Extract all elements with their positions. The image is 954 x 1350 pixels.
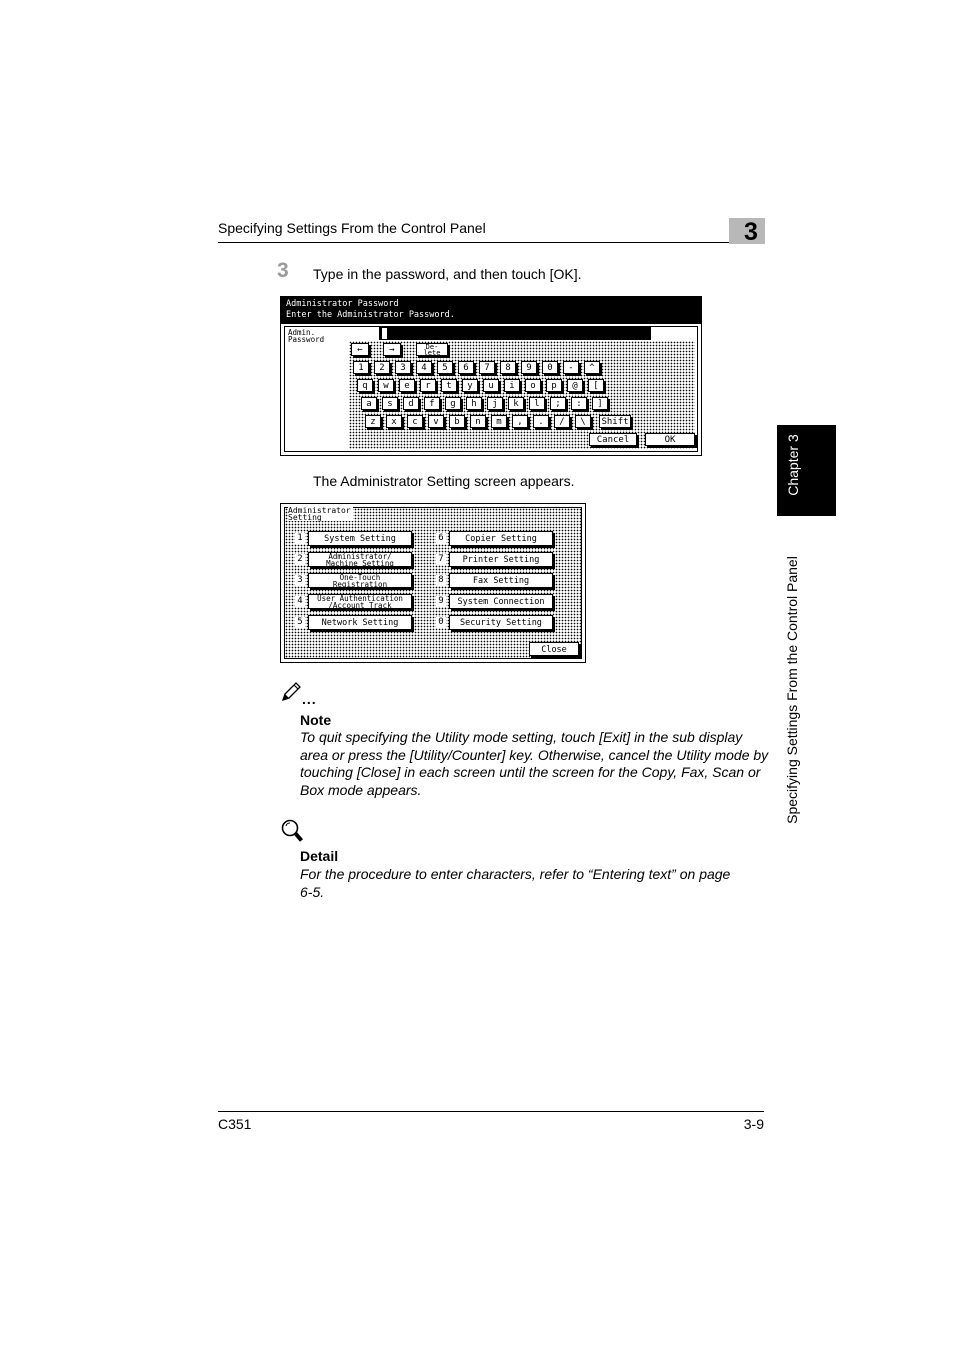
key-row1-4[interactable]: 5 xyxy=(437,361,453,374)
close-button[interactable]: Close xyxy=(529,642,579,656)
key-row2-8[interactable]: o xyxy=(525,379,541,392)
step-instruction: Type in the password, and then touch [OK]. xyxy=(313,266,582,282)
menu-button-right-0[interactable]: Copier Setting xyxy=(449,531,553,546)
pencil-icon xyxy=(280,681,302,703)
menu-number: 6 xyxy=(436,533,446,544)
menu-number: 7 xyxy=(436,554,446,565)
ok-button[interactable]: OK xyxy=(645,433,695,446)
key-row1-5[interactable]: 6 xyxy=(458,361,474,374)
footer-model: C351 xyxy=(218,1116,252,1132)
admin-setting-title: Administrator Setting xyxy=(288,506,351,522)
key-row3-4[interactable]: g xyxy=(445,397,461,410)
step-number: 3 xyxy=(277,259,289,282)
key-row3-1[interactable]: s xyxy=(382,397,398,410)
side-tab-chapter-label: Chapter 3 xyxy=(785,434,801,496)
key-row2-1[interactable]: w xyxy=(378,379,394,392)
key-row3-10[interactable]: : xyxy=(571,397,587,410)
menu-button-right-1[interactable]: Printer Setting xyxy=(449,552,553,567)
key-row2-10[interactable]: @ xyxy=(567,379,583,392)
key-row4-5[interactable]: n xyxy=(470,415,486,428)
detail-heading: Detail xyxy=(300,848,339,864)
arrow-left-key[interactable]: ← xyxy=(351,343,369,356)
delete-key[interactable]: De- lete xyxy=(416,343,448,356)
key-row2-11[interactable]: [ xyxy=(588,379,604,392)
key-row1-8[interactable]: 9 xyxy=(521,361,537,374)
menu-number: 1 xyxy=(295,533,305,544)
key-row2-6[interactable]: u xyxy=(483,379,499,392)
menu-button-right-3[interactable]: System Connection xyxy=(449,594,553,609)
key-row2-0[interactable]: q xyxy=(357,379,373,392)
side-tab-section-title: Specifying Settings From the Control Panel xyxy=(784,556,800,824)
menu-button-left-0[interactable]: System Setting xyxy=(308,531,412,546)
result-text: The Administrator Setting screen appears. xyxy=(313,473,575,489)
key-row2-5[interactable]: y xyxy=(462,379,478,392)
key-row4-8[interactable]: . xyxy=(533,415,549,428)
menu-number: 2 xyxy=(295,554,305,565)
note-heading: Note xyxy=(300,712,332,728)
key-row3-6[interactable]: j xyxy=(487,397,503,410)
key-row3-3[interactable]: f xyxy=(424,397,440,410)
menu-number: 8 xyxy=(436,575,446,586)
magnifier-icon xyxy=(280,818,304,844)
admin-setting-screen xyxy=(280,503,586,663)
key-row4-7[interactable]: , xyxy=(512,415,528,428)
key-row2-9[interactable]: p xyxy=(546,379,562,392)
running-header-title: Specifying Settings From the Control Panel xyxy=(218,220,486,236)
key-row3-8[interactable]: l xyxy=(529,397,545,410)
detail-text: For the procedure to enter characters, refer to “Entering text” on page 6-5. xyxy=(300,866,731,900)
password-screen-body xyxy=(284,326,698,452)
note-ellipsis: ... xyxy=(302,691,317,707)
key-row3-11[interactable]: ] xyxy=(592,397,608,410)
menu-number: 5 xyxy=(295,617,305,628)
screen-instruction: Enter the Administrator Password. xyxy=(286,310,455,320)
menu-number: 0 xyxy=(436,617,446,628)
screen-title: Administrator Password xyxy=(286,299,399,309)
password-input[interactable] xyxy=(379,327,651,340)
key-row1-0[interactable]: 1 xyxy=(353,361,369,374)
screen-title-bar xyxy=(281,297,701,324)
key-row1-9[interactable]: 0 xyxy=(542,361,558,374)
menu-button-left-3[interactable]: User Authentication /Account Track xyxy=(308,594,412,609)
key-row1-6[interactable]: 7 xyxy=(479,361,495,374)
menu-button-right-2[interactable]: Fax Setting xyxy=(449,573,553,588)
key-row4-9[interactable]: / xyxy=(554,415,570,428)
key-row4-2[interactable]: c xyxy=(407,415,423,428)
key-row4-6[interactable]: m xyxy=(491,415,507,428)
text-cursor xyxy=(382,328,387,339)
key-row1-3[interactable]: 4 xyxy=(416,361,432,374)
arrow-right-key[interactable]: → xyxy=(383,343,401,356)
key-row4-0[interactable]: z xyxy=(365,415,381,428)
key-row1-1[interactable]: 2 xyxy=(374,361,390,374)
key-row4-1[interactable]: x xyxy=(386,415,402,428)
key-row1-10[interactable]: - xyxy=(563,361,579,374)
cancel-button[interactable]: Cancel xyxy=(589,433,637,446)
key-row2-3[interactable]: r xyxy=(420,379,436,392)
key-row3-9[interactable]: ; xyxy=(550,397,566,410)
key-row3-5[interactable]: h xyxy=(466,397,482,410)
key-row4-4[interactable]: b xyxy=(449,415,465,428)
key-row4-10[interactable]: \ xyxy=(575,415,591,428)
key-row2-4[interactable]: t xyxy=(441,379,457,392)
menu-number: 4 xyxy=(295,596,305,607)
keyboard-panel xyxy=(349,341,695,449)
chapter-number: 3 xyxy=(744,218,758,246)
password-field-label: Admin. Password xyxy=(288,328,325,344)
shift-key[interactable]: Shift xyxy=(599,415,631,428)
menu-number: 9 xyxy=(436,596,446,607)
key-row4-3[interactable]: v xyxy=(428,415,444,428)
key-row1-11[interactable]: ^ xyxy=(584,361,600,374)
menu-button-left-4[interactable]: Network Setting xyxy=(308,615,412,630)
note-text: To quit specifying the Utility mode setting, touch [Exit] in the sub display area or press the [Utility/Counter] key. Otherwise, cancel the Utility mode by touching [Close] in each screen until the screen for the Copy, Fax, Scan or Box mode appears. xyxy=(300,729,769,798)
key-row3-7[interactable]: k xyxy=(508,397,524,410)
key-row2-2[interactable]: e xyxy=(399,379,415,392)
menu-number: 3 xyxy=(295,575,305,586)
footer-page-number: 3-9 xyxy=(743,1116,764,1132)
menu-button-left-2[interactable]: One-Touch Registration xyxy=(308,573,412,588)
footer-rule xyxy=(218,1111,764,1112)
key-row3-2[interactable]: d xyxy=(403,397,419,410)
key-row3-0[interactable]: a xyxy=(361,397,377,410)
key-row1-2[interactable]: 3 xyxy=(395,361,411,374)
menu-button-right-4[interactable]: Security Setting xyxy=(449,615,553,630)
admin-password-screen xyxy=(280,296,702,456)
key-row1-7[interactable]: 8 xyxy=(500,361,516,374)
key-row2-7[interactable]: i xyxy=(504,379,520,392)
header-rule xyxy=(218,242,764,243)
menu-button-left-1[interactable]: Administrator/ Machine Setting xyxy=(308,552,412,567)
